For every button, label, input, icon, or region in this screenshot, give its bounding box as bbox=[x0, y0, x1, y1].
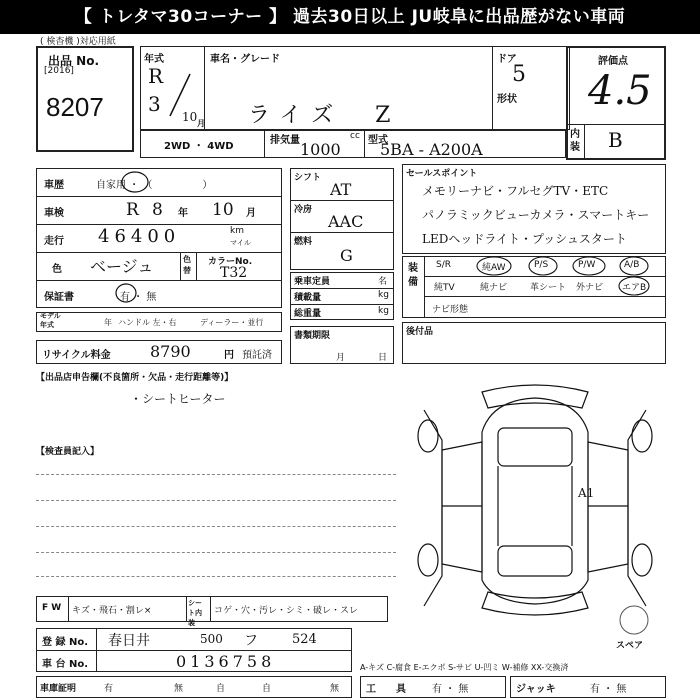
seller-report-label: 【出品店申告欄(不良箇所・欠品・走行距離等)】 bbox=[36, 373, 234, 383]
evaluation-box bbox=[566, 46, 666, 160]
sheet-text: コゲ・穴・汚レ・シミ・破レ・スレ bbox=[214, 606, 359, 616]
color-value: ベージュ bbox=[90, 257, 154, 276]
doors-value: 5 bbox=[512, 62, 526, 87]
year-label: 年式 bbox=[144, 54, 164, 65]
equipment-grid bbox=[424, 256, 666, 296]
shaken-month-unit: 月 bbox=[246, 208, 256, 219]
equip-airbag: エアB bbox=[622, 283, 647, 293]
recycle-unit: 円 bbox=[224, 350, 234, 361]
sales-point-line-2: パノラミックビューカメラ・スマートキー bbox=[422, 208, 650, 222]
registration-region: 春日井 bbox=[108, 633, 150, 649]
certificate-item-4: 自 bbox=[262, 684, 272, 694]
wheel-rr bbox=[632, 544, 652, 576]
fuel-value: G bbox=[340, 246, 353, 265]
year-era: R bbox=[148, 64, 164, 88]
wheel-fl bbox=[418, 420, 438, 452]
capacity-label: 乗車定員 bbox=[294, 277, 331, 287]
model-year-unit: 年 bbox=[104, 318, 112, 327]
equip-navi: 純ナビ bbox=[480, 283, 508, 293]
displacement-value: 1000 bbox=[300, 140, 341, 159]
capacity-unit: 名 bbox=[378, 277, 388, 287]
shape-label: 形状 bbox=[497, 94, 517, 105]
warranty-value: 有 ・ 無 bbox=[120, 292, 157, 303]
equip-aw: 純AW bbox=[482, 263, 506, 273]
equip-pw: P/W bbox=[578, 260, 596, 270]
wheel-rl bbox=[418, 544, 438, 576]
dealer-text: ディーラー・並行 bbox=[200, 318, 264, 327]
color-change-label: 色替 bbox=[183, 255, 191, 275]
fw-label: F W bbox=[42, 603, 62, 613]
shift-label: シフト bbox=[294, 173, 322, 183]
registration-number: 524 bbox=[292, 632, 317, 647]
equip-ps: P/S bbox=[534, 260, 549, 270]
rear-window bbox=[498, 546, 572, 576]
damage-legend: A-キズ C-腐食 E-エクボ S-サビ U-凹ミ W-補修 XX-交換済 bbox=[360, 663, 569, 672]
gross-label: 総重量 bbox=[294, 309, 322, 319]
displacement-label: 排気量 bbox=[270, 135, 300, 146]
windshield bbox=[498, 428, 572, 466]
load-label: 積載量 bbox=[294, 293, 322, 303]
registration-class: 500 bbox=[200, 632, 223, 646]
equip-ab: A/B bbox=[624, 260, 640, 270]
auction-banner: 【 トレタマ30コーナー 】 過去30日以上 JU岐阜に出品歴がない車両 bbox=[0, 0, 700, 34]
shaken-year: 8 bbox=[152, 200, 163, 220]
damage-mark-a1: A1 bbox=[578, 486, 595, 500]
mileage-unit-km: km bbox=[230, 226, 244, 236]
lot-number: 8207 bbox=[46, 92, 104, 122]
spare-tire-icon bbox=[618, 604, 650, 636]
fuel-label: 燃料 bbox=[294, 237, 313, 247]
doors-label: ドア bbox=[497, 54, 517, 65]
handle-text: ハンドル 左・右 bbox=[118, 318, 177, 327]
shaken-era: R bbox=[126, 200, 139, 220]
displacement-unit: cc bbox=[350, 131, 360, 141]
sheet-label: シート内装 bbox=[188, 599, 202, 627]
equip-leather: 革シート bbox=[530, 283, 567, 293]
inspector-label: 【検査員記入】 bbox=[36, 447, 100, 457]
ac-label: 冷房 bbox=[294, 205, 313, 215]
tools-label: 工 具 bbox=[366, 684, 406, 695]
certificate-item-1: 有 bbox=[104, 684, 114, 694]
model-label: 型式 bbox=[368, 135, 388, 146]
equip-sr: S/R bbox=[436, 260, 451, 270]
equipment-circles bbox=[424, 256, 666, 296]
evaluation-label: 評価点 bbox=[598, 56, 628, 67]
wheel-fr bbox=[632, 420, 652, 452]
left-panel bbox=[424, 410, 442, 606]
navi-type-label: ナビ形態 bbox=[432, 305, 469, 315]
right-panel bbox=[628, 410, 646, 606]
year-slash bbox=[160, 70, 200, 120]
evaluation-score: 4.5 bbox=[588, 68, 652, 114]
certificate-item-5: 無 bbox=[330, 684, 340, 694]
sales-point-label: セールスポイント bbox=[406, 169, 478, 179]
equip-tv: 純TV bbox=[434, 283, 455, 293]
chassis-value: 0136758 bbox=[176, 652, 276, 671]
right-side bbox=[588, 442, 628, 572]
load-unit: kg bbox=[378, 290, 389, 300]
jack-value: 有 ・ 無 bbox=[590, 684, 627, 695]
certificate-item-3: 自 bbox=[216, 684, 226, 694]
equipment-label: 装備 bbox=[408, 263, 418, 288]
recycle-deposit: 預託済 bbox=[242, 350, 272, 361]
certificate-row bbox=[36, 676, 352, 698]
lot-tag: [2016] bbox=[44, 66, 74, 76]
interior-label: 内装 bbox=[570, 129, 580, 153]
sales-point-line-1: メモリーナビ・フルセグTV・ETC bbox=[422, 184, 609, 198]
warranty-label: 保証書 bbox=[44, 292, 74, 303]
shaken-year-unit: 年 bbox=[178, 208, 188, 219]
car-name-value: ライズ Z bbox=[248, 103, 401, 128]
registration-kana: フ bbox=[244, 633, 258, 649]
doc-deadline-month: 月 bbox=[336, 353, 346, 363]
model-value: 5BA - A200A bbox=[380, 140, 483, 159]
year-value: 3 bbox=[148, 92, 161, 116]
recycle-label: リサイクル料金 bbox=[42, 350, 111, 361]
model-year-label: モデル年式 bbox=[40, 312, 61, 329]
seller-report-note: ・シートヒーター bbox=[130, 392, 226, 406]
interior-grade: B bbox=[608, 128, 623, 152]
registration-label: 登 録 No. bbox=[42, 637, 89, 648]
car-name-label: 車名・グレード bbox=[210, 54, 280, 65]
aftermarket-label: 後付品 bbox=[406, 327, 434, 337]
jack-label: ジャッキ bbox=[516, 684, 556, 695]
mileage-value: 46400 bbox=[98, 226, 181, 247]
history-circle bbox=[120, 170, 150, 194]
header-note: ( 検杳機 )対応用紙 bbox=[40, 37, 116, 47]
ac-value: AAC bbox=[328, 212, 364, 231]
mileage-unit-mile: マイル bbox=[230, 239, 251, 247]
drive-label: 2WD ・ 4WD bbox=[164, 141, 234, 152]
gross-unit: kg bbox=[378, 306, 389, 316]
equip-ext-navi: 外ナビ bbox=[576, 283, 604, 293]
lot-label: 出品 No. bbox=[48, 54, 100, 68]
color-no-label: カラーNo. bbox=[208, 257, 253, 267]
lot-box bbox=[36, 46, 134, 152]
spare-label: スペア bbox=[616, 641, 644, 651]
aftermarket-box bbox=[402, 322, 666, 364]
year-month: 10 bbox=[182, 110, 198, 124]
certificate-label: 車庫証明 bbox=[40, 684, 77, 694]
shaken-label: 車検 bbox=[44, 208, 64, 219]
history-label: 車歴 bbox=[44, 180, 64, 191]
year-month-unit: 月 bbox=[197, 119, 205, 128]
left-side bbox=[442, 442, 482, 572]
front-bumper bbox=[482, 385, 588, 408]
warranty-circle bbox=[114, 282, 138, 304]
car-damage-diagram bbox=[402, 380, 668, 620]
shift-value: AT bbox=[330, 180, 352, 199]
history-value: 自家用 ・ （ ） bbox=[96, 180, 213, 191]
doc-deadline-day: 日 bbox=[378, 353, 388, 363]
recycle-value: 8790 bbox=[150, 342, 191, 361]
mileage-label: 走行 bbox=[44, 236, 64, 247]
sales-point-line-3: LEDヘッドライト・プッシュスタート bbox=[422, 232, 627, 246]
color-label: 色 bbox=[52, 264, 62, 275]
color-no-value: T32 bbox=[220, 265, 248, 281]
certificate-item-2: 無 bbox=[174, 684, 184, 694]
tools-value: 有 ・ 無 bbox=[432, 684, 469, 695]
shaken-month: 10 bbox=[212, 200, 234, 220]
doc-deadline-label: 書類期限 bbox=[294, 331, 331, 341]
fw-text: キズ・飛石・割レ× bbox=[72, 606, 152, 616]
chassis-label: 車 台 No. bbox=[42, 659, 89, 670]
